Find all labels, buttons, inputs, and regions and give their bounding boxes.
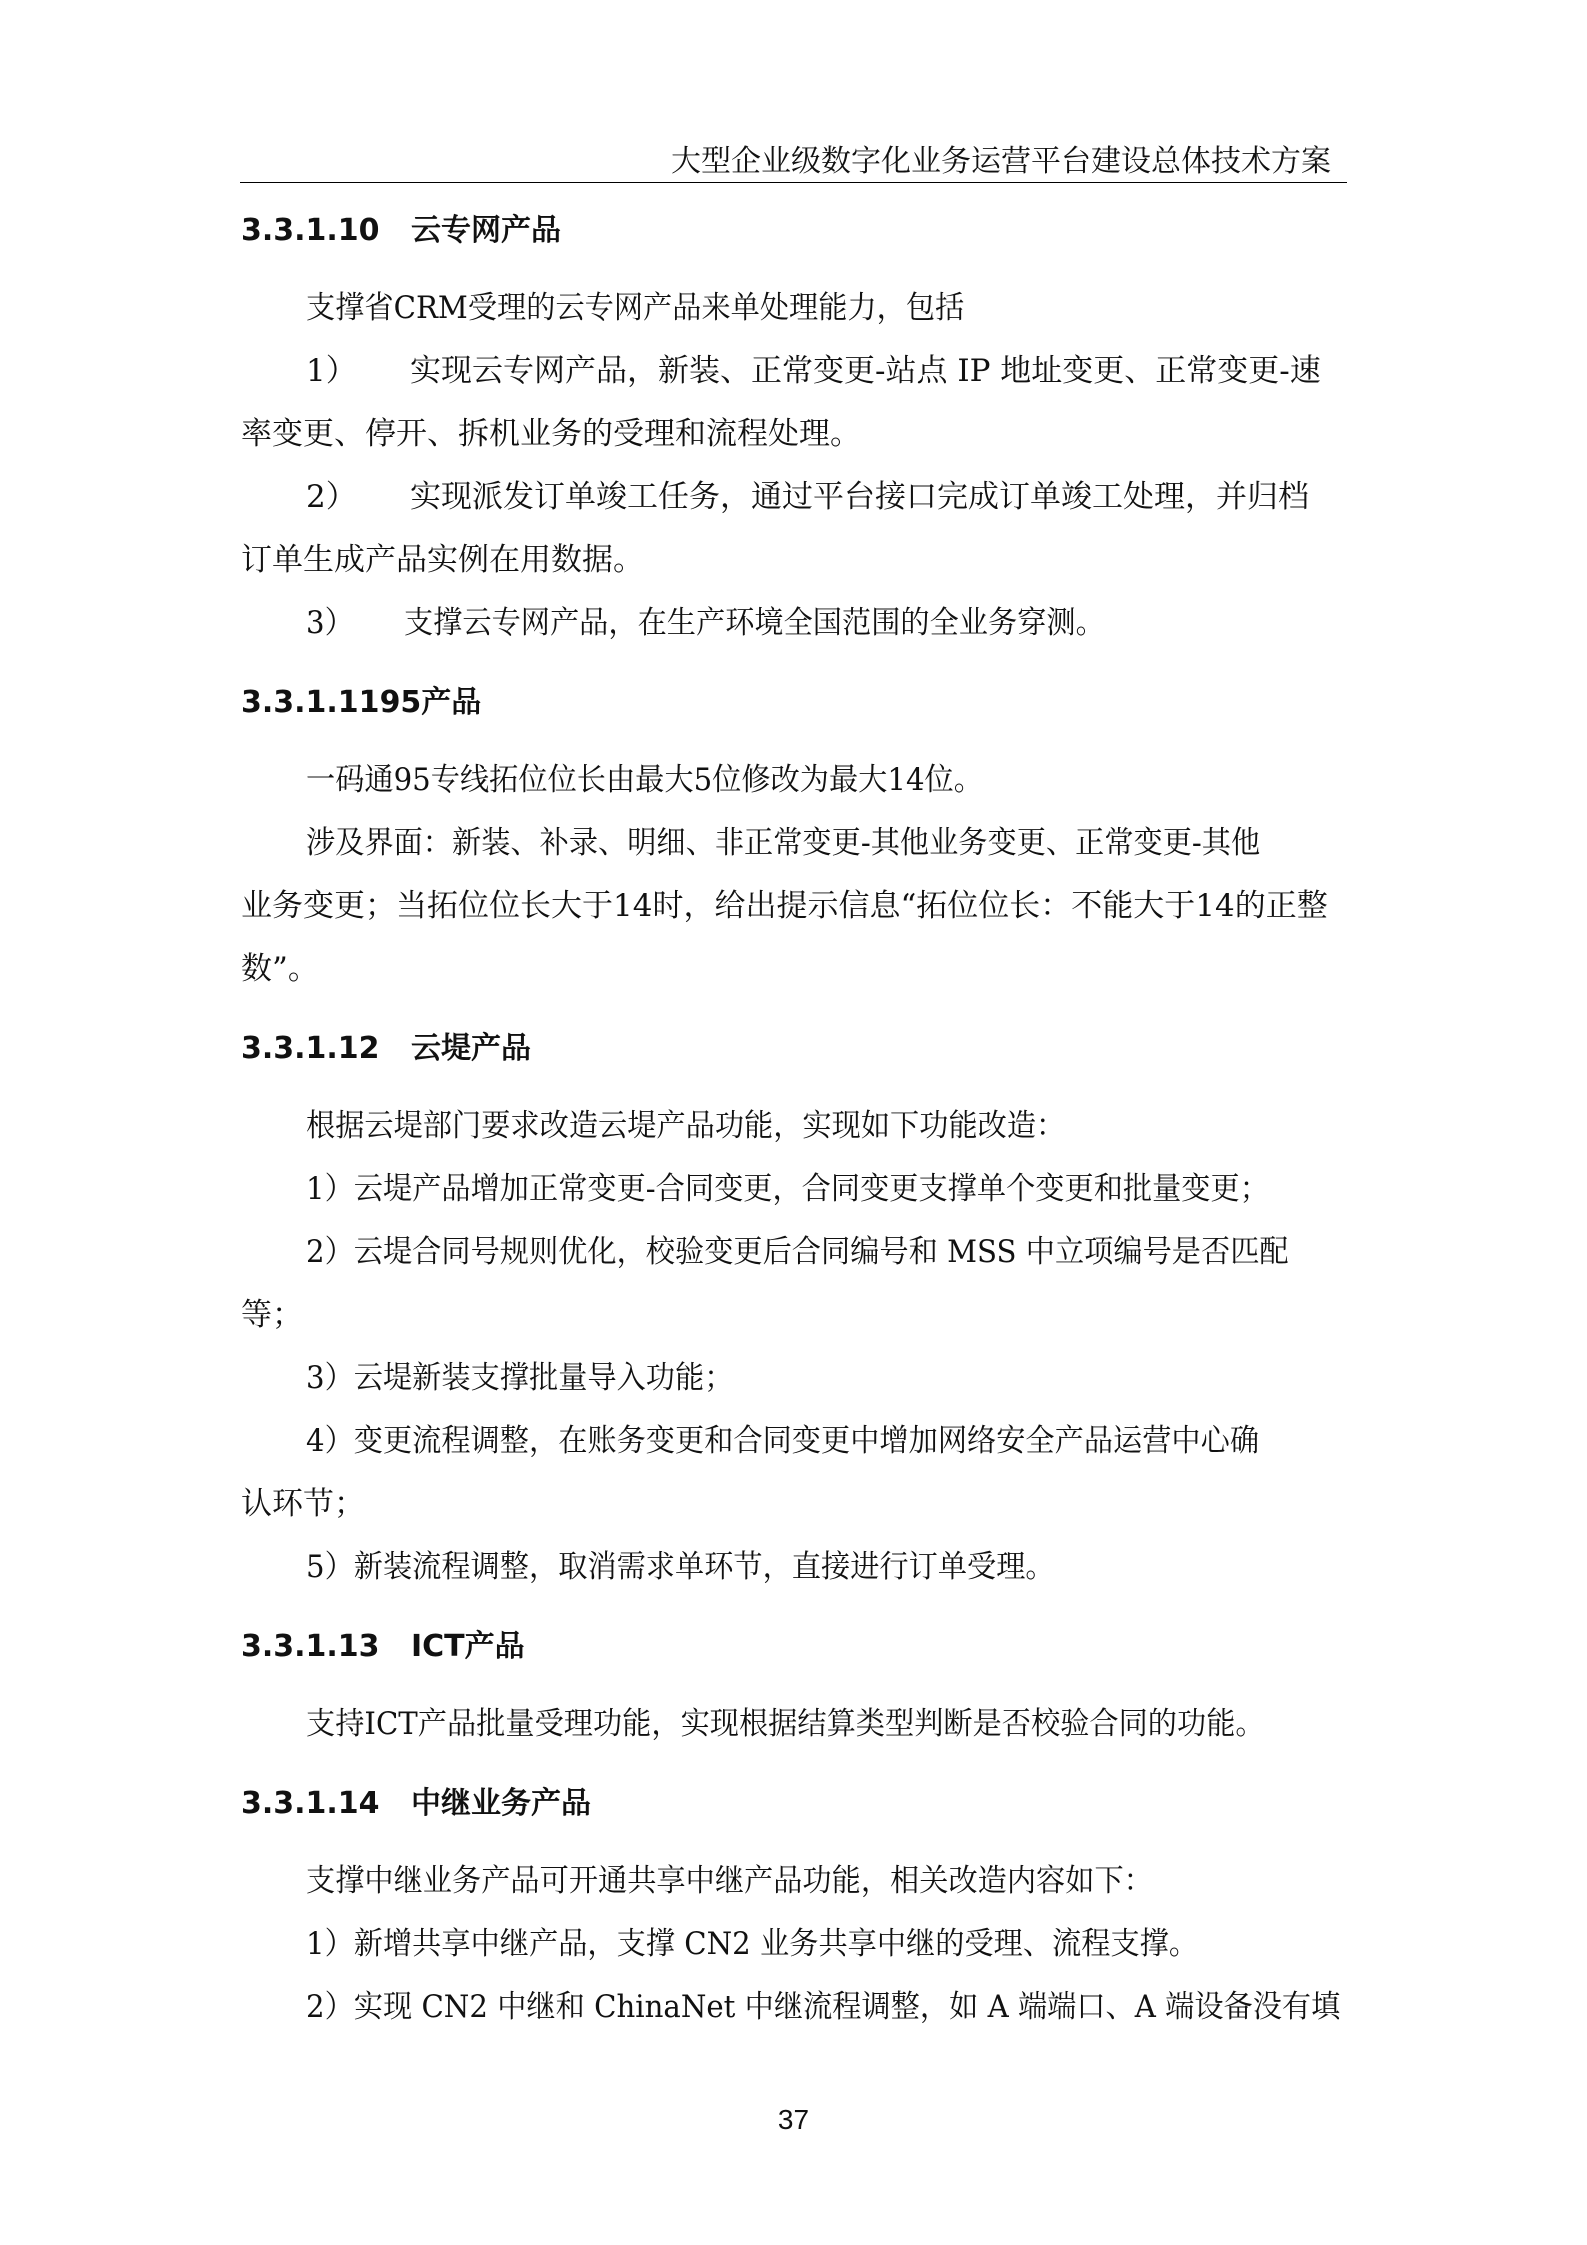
section-number: 3.3.1.11 bbox=[241, 685, 380, 720]
section-number: 3.3.1.13 bbox=[241, 1629, 380, 1664]
list-item: 1）云堤产品增加正常变更-合同变更，合同变更支撑单个变更和批量变更； bbox=[306, 1171, 1269, 1207]
list-item-number: 3） bbox=[306, 605, 354, 641]
paragraph: 一码通95专线拓位位长由最大5位修改为最大14位。 bbox=[306, 762, 983, 798]
list-item bbox=[306, 471, 1346, 516]
section-number: 3.3.1.12 bbox=[241, 1031, 380, 1066]
section-title: ICT产品 bbox=[411, 1629, 525, 1664]
list-item: 2）实现 CN2 中继和 ChinaNet 中继流程调整，如 A 端端口、A 端设备没有填 bbox=[306, 1989, 1341, 2025]
section-title: 云专网产品 bbox=[411, 213, 561, 248]
page-number: 37 bbox=[777, 2104, 810, 2135]
paragraph-continuation: 认环节； bbox=[241, 1486, 365, 1522]
list-item: 3）云堤新装支撑批量导入功能； bbox=[306, 1360, 734, 1396]
paragraph: 支持ICT产品批量受理功能，实现根据结算类型判断是否校验合同的功能。 bbox=[306, 1706, 1265, 1742]
list-item-number: 2） bbox=[306, 479, 357, 515]
list-item-number: 1） bbox=[306, 353, 357, 389]
section-number: 3.3.1.10 bbox=[241, 213, 380, 248]
list-item: 1）新增共享中继产品，支撑 CN2 业务共享中继的受理、流程支撑。 bbox=[306, 1926, 1199, 1962]
section-number: 3.3.1.14 bbox=[241, 1786, 380, 1821]
header-divider bbox=[240, 182, 1347, 183]
list-item: 4）变更流程调整，在账务变更和合同变更中增加网络安全产品运营中心确 bbox=[306, 1423, 1260, 1459]
section-heading-3-3-1-12 bbox=[241, 1023, 531, 1067]
paragraph-continuation: 数”。 bbox=[241, 951, 319, 987]
paragraph: 支撑中继业务产品可开通共享中继产品功能，相关改造内容如下： bbox=[306, 1863, 1153, 1899]
section-heading-3-3-1-11 bbox=[241, 677, 481, 721]
list-item: 2）云堤合同号规则优化，校验变更后合同编号和 MSS 中立项编号是否匹配 bbox=[306, 1234, 1289, 1270]
paragraph-continuation: 等； bbox=[241, 1297, 303, 1333]
list-item bbox=[306, 597, 1346, 642]
section-title: 云堤产品 bbox=[411, 1031, 531, 1066]
section-heading-3-3-1-10 bbox=[241, 205, 561, 249]
paragraph: 支撑省CRM受理的云专网产品来单处理能力，包括 bbox=[306, 290, 965, 326]
paragraph-continuation: 率变更、停开、拆机业务的受理和流程处理。 bbox=[241, 416, 861, 452]
list-item: 5）新装流程调整，取消需求单环节，直接进行订单受理。 bbox=[306, 1549, 1055, 1585]
paragraph: 根据云堤部门要求改造云堤产品功能，实现如下功能改造： bbox=[306, 1108, 1066, 1144]
section-heading-3-3-1-14 bbox=[241, 1778, 591, 1822]
section-title: 95产品 bbox=[379, 685, 482, 720]
paragraph-continuation: 业务变更；当拓位位长大于14时，给出提示信息“拓位位长：不能大于14的正整 bbox=[241, 888, 1328, 924]
list-item-text: 实现云专网产品，新装、正常变更-站点 IP 地址变更、正常变更-速 bbox=[410, 353, 1321, 389]
paragraph-continuation: 订单生成产品实例在用数据。 bbox=[241, 542, 644, 578]
section-title: 中继业务产品 bbox=[411, 1786, 591, 1821]
list-item-text: 支撑云专网产品，在生产环境全国范围的全业务穿测。 bbox=[403, 605, 1105, 641]
list-item bbox=[306, 345, 1346, 390]
section-heading-3-3-1-13 bbox=[241, 1621, 525, 1665]
list-item-text: 实现派发订单竣工任务，通过平台接口完成订单竣工处理，并归档 bbox=[410, 479, 1309, 515]
paragraph: 涉及界面：新装、补录、明细、非正常变更-其他业务变更、正常变更-其他 bbox=[306, 825, 1261, 861]
page-header-title: 大型企业级数字化业务运营平台建设总体技术方案 bbox=[671, 144, 1331, 179]
